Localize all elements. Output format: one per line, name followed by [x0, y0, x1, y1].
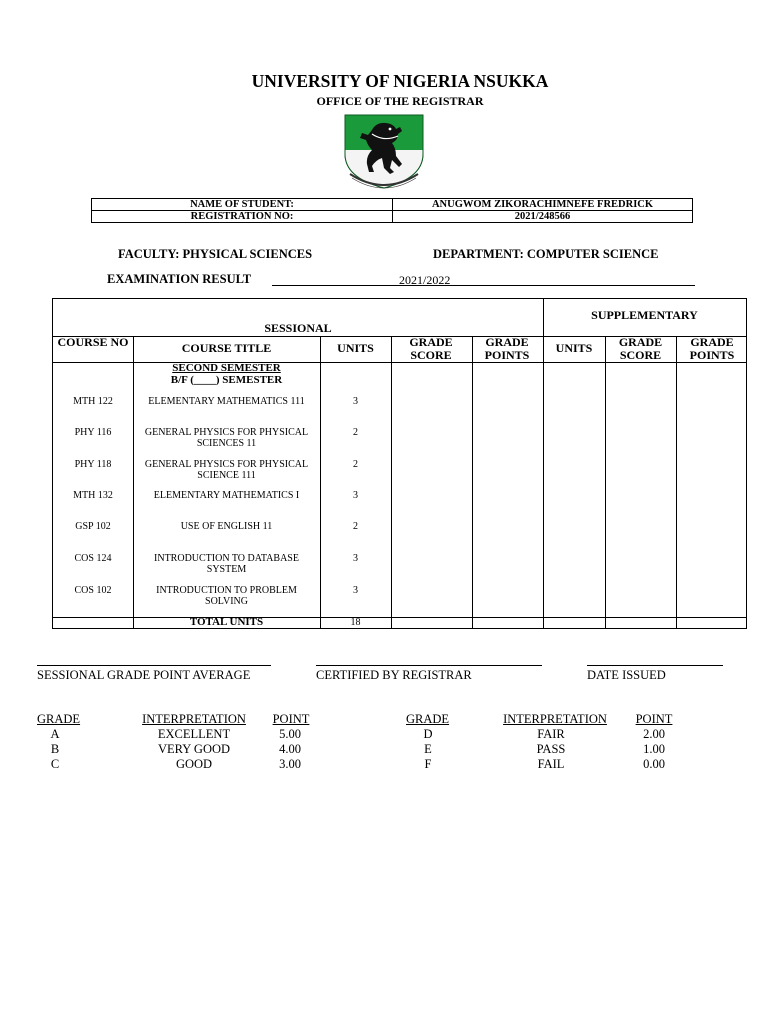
grid-divider: [391, 336, 392, 628]
grade-key-header-grade: GRADE: [37, 712, 81, 726]
certified-label: CERTIFIED BY REGISTRAR: [316, 668, 472, 682]
registration-label: REGISTRATION NO:: [92, 211, 393, 223]
grade-key-grade: F: [424, 757, 432, 771]
exam-result-underline: [272, 285, 695, 286]
total-units-label: TOTAL UNITS: [189, 616, 264, 628]
grade-key-interpretation: PASS: [536, 742, 566, 756]
course-title: ELEMENTARY MATHEMATICS 111: [148, 396, 305, 407]
office-subtitle: OFFICE OF THE REGISTRAR: [316, 94, 484, 108]
grade-key-point: 1.00: [643, 742, 665, 756]
grade-key-point: 3.00: [279, 757, 301, 771]
exam-year: 2021/2022: [399, 273, 451, 287]
course-code: PHY 118: [74, 459, 112, 470]
grade-key-point: 0.00: [643, 757, 665, 771]
gpa-label: SESSIONAL GRADE POINT AVERAGE: [37, 668, 251, 682]
course-code: MTH 132: [73, 490, 113, 501]
semester-label: SECOND SEMESTER: [172, 362, 281, 374]
student-name-row: [92, 199, 693, 211]
grade-key-header-interpretation: INTERPRETATION: [503, 712, 607, 726]
supplementary-header: SUPPLEMENTARY: [591, 308, 698, 322]
grade-key-grade: C: [50, 757, 60, 771]
results-table: [52, 298, 747, 629]
registrar-signature-line: [316, 665, 542, 666]
grade-key-header-point: POINT: [272, 712, 310, 726]
header-supp-grade-points: GRADE POINTS: [689, 335, 735, 362]
sessional-header: SESSIONAL: [264, 321, 332, 335]
course-code: GSP 102: [75, 521, 111, 532]
university-title: UNIVERSITY OF NIGERIA NSUKKA: [251, 71, 549, 91]
date-issued-label: DATE ISSUED: [587, 668, 666, 682]
grade-key-point: 2.00: [643, 727, 665, 741]
grade-key-grade: A: [50, 727, 60, 741]
grade-key-interpretation: VERY GOOD: [157, 742, 231, 756]
header-grade-points: GRADE POINTS: [484, 335, 530, 362]
course-code: COS 102: [74, 585, 112, 596]
student-id-table: [91, 198, 693, 223]
course-units: 3: [353, 585, 358, 596]
course-units: 2: [353, 459, 358, 470]
grade-key-header-grade: GRADE: [406, 712, 450, 726]
grade-key-interpretation: GOOD: [175, 757, 213, 771]
header-grade-score: GRADE SCORE: [409, 335, 453, 362]
course-units: 3: [353, 553, 358, 564]
grade-key-header-point: POINT: [635, 712, 673, 726]
grid-divider: [676, 336, 677, 628]
header-course-title: COURSE TITLE: [181, 341, 272, 355]
grade-key-interpretation: EXCELLENT: [157, 727, 231, 741]
header-course-no: COURSE NO: [57, 335, 129, 349]
faculty-label: FACULTY: PHYSICAL SCIENCES: [118, 247, 313, 261]
course-title: ELEMENTARY MATHEMATICS I: [153, 490, 300, 501]
grade-key-grade: D: [423, 727, 433, 741]
course-title: INTRODUCTION TO PROBLEM SOLVING: [156, 585, 297, 607]
registration-value: 2021/248566: [393, 211, 693, 223]
bf-semester-label: B/F (____) SEMESTER: [170, 374, 283, 386]
header-supp-units: UNITS: [555, 341, 593, 355]
gpa-signature-line: [37, 665, 271, 666]
course-title: GENERAL PHYSICS FOR PHYSICAL SCIENCES 11: [144, 427, 309, 449]
registration-row: [92, 211, 693, 223]
course-code: COS 124: [74, 553, 112, 564]
course-units: 3: [353, 490, 358, 501]
grid-divider: [605, 336, 606, 628]
grid-divider: [472, 336, 473, 628]
grade-key-point: 4.00: [279, 742, 301, 756]
grade-key-interpretation: FAIR: [537, 727, 565, 741]
grade-key-point: 5.00: [279, 727, 301, 741]
department-label: DEPARTMENT: COMPUTER SCIENCE: [433, 247, 659, 261]
course-units: 2: [353, 427, 358, 438]
course-title: USE OF ENGLISH 11: [180, 521, 273, 532]
course-units: 3: [353, 396, 358, 407]
exam-result-label: EXAMINATION RESULT: [107, 272, 252, 286]
course-code: PHY 116: [74, 427, 112, 438]
course-title: GENERAL PHYSICS FOR PHYSICAL SCIENCE 111: [144, 459, 309, 481]
course-code: MTH 122: [73, 396, 113, 407]
grade-key-header-interpretation: INTERPRETATION: [142, 712, 246, 726]
student-name-value: ANUGWOM ZIKORACHIMNEFE FREDRICK: [393, 199, 693, 211]
header-supp-grade-score: GRADE SCORE: [618, 335, 663, 362]
date-signature-line: [587, 665, 723, 666]
total-units-value: 18: [350, 617, 361, 628]
grade-key-grade: E: [424, 742, 432, 756]
grade-key-grade: B: [50, 742, 60, 756]
student-name-label: NAME OF STUDENT:: [92, 199, 393, 211]
university-crest-lion-icon: [342, 112, 426, 192]
course-units: 2: [353, 521, 358, 532]
grade-key-interpretation: FAIL: [537, 757, 565, 771]
course-title: INTRODUCTION TO DATABASE SYSTEM: [154, 553, 299, 575]
header-units: UNITS: [337, 341, 374, 355]
